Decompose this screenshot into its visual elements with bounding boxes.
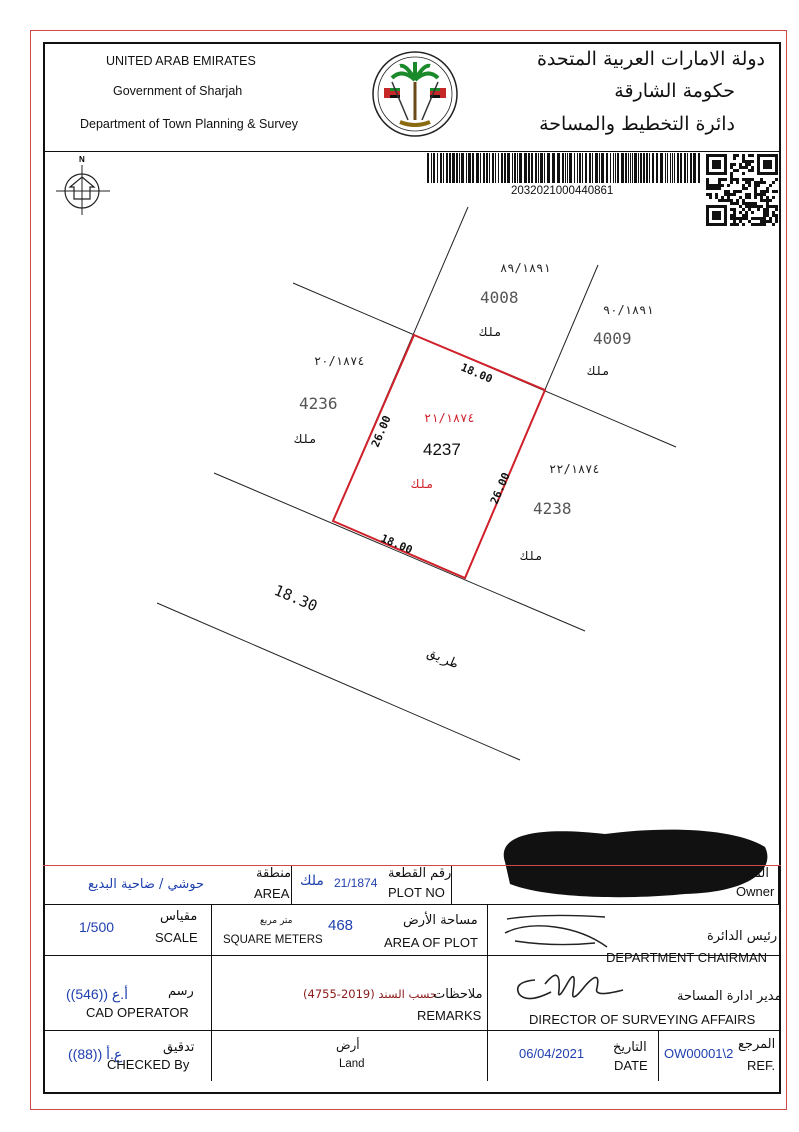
site-plan-map (150, 195, 710, 775)
header-ar-country: دولة الامارات العربية المتحدة (536, 48, 765, 70)
scale-value: 1/500 (79, 919, 115, 935)
ref-label-en: REF. (747, 1058, 776, 1073)
table-col-divider (211, 904, 212, 1031)
date-label-en: DATE (614, 1058, 648, 1073)
remarks-label-en: REMARKS (417, 1008, 482, 1023)
area-of-plot-label-ar: مساحة الأرض (403, 913, 478, 928)
table-col-divider (487, 904, 488, 1081)
remarks-label-ar: ملاحظات (433, 987, 483, 1002)
table-col-divider (778, 866, 779, 904)
ref-value: OW00001\2 (664, 1046, 734, 1061)
land-label-ar: أرض (336, 1038, 360, 1052)
dimension-left: 26.00 (368, 413, 394, 450)
table-row-divider (43, 1030, 781, 1031)
header-ar-department: دائرة التخطيط والمساحة (539, 113, 735, 135)
plot-no-label-en: PLOT NO (388, 885, 445, 900)
north-label: N (79, 155, 85, 164)
cad-operator-label-ar: رسم (168, 984, 194, 999)
table-col-divider (211, 1031, 212, 1081)
barcode (427, 153, 704, 185)
plot-ref-22: ٢٢/١٨٧٤ (549, 462, 600, 476)
checked-by-label-ar: تدقيق (163, 1040, 195, 1055)
header-en-department: Department of Town Planning & Survey (80, 117, 298, 131)
plot-ref-21: ٢١/١٨٧٤ (424, 411, 475, 425)
road-edge-line (157, 603, 520, 760)
road-width: 18.30 (271, 581, 321, 616)
checked-by-label-en: CHECKED By (107, 1057, 190, 1072)
cad-operator-value: أ.ع ((546)) (66, 986, 129, 1002)
owner-label: ملك (295, 432, 317, 446)
table-col-divider (291, 866, 292, 904)
barcode-number: 2032021000440861 (511, 185, 614, 197)
plot-ref-90: ٩٠/١٨٩١ (603, 303, 654, 317)
owner-label-ar: المالك (735, 866, 769, 881)
plot-number-4236: 4236 (299, 394, 338, 413)
owner-label: ملك (521, 549, 543, 563)
scale-label-en: SCALE (155, 930, 198, 945)
north-arrow-icon (54, 155, 114, 217)
area-label-ar: منطقة (256, 866, 292, 881)
remarks-value: حسب السند (2019-4755) (303, 987, 438, 1001)
area-label-en: AREA (254, 886, 290, 901)
land-label-en: Land (339, 1058, 365, 1070)
chairman-signature (495, 907, 615, 952)
cad-operator-label-en: CAD OPERATOR (86, 1005, 189, 1020)
header-divider (43, 151, 781, 152)
director-label-en: DIRECTOR OF SURVEYING AFFAIRS (529, 1012, 756, 1027)
sqm-label-ar: متر مربع (260, 916, 293, 926)
area-value: حوشي / ضاحية البديع (88, 877, 205, 892)
plot-type-value: ملك (300, 873, 324, 889)
owner-label-en: Owner (736, 884, 775, 899)
owner-label: ملك (412, 477, 434, 491)
plot-number-4237: 4237 (423, 440, 461, 459)
plot-ref-89: ٨٩/١٨٩١ (500, 261, 551, 275)
director-signature (505, 962, 625, 1012)
dept-chairman-label-ar: رئيس الدائرة (707, 929, 778, 944)
redacted-owner-name (485, 822, 775, 902)
header-en-country: UNITED ARAB EMIRATES (106, 54, 256, 68)
date-label-ar: التاريخ (613, 1040, 647, 1055)
director-label-ar: مدير ادارة المساحة (677, 989, 782, 1004)
checked-by-value: ع.أ ((88)) (68, 1046, 123, 1062)
area-of-plot-label-en: AREA OF PLOT (384, 935, 478, 950)
plot-no-value: 21/1874 (334, 876, 378, 890)
plot-no-label-ar: رقم القطعة (388, 866, 452, 881)
dimension-top: 18.00 (458, 360, 495, 386)
sqm-label-en: SQUARE METERS (223, 934, 323, 946)
qr-code (706, 154, 778, 226)
owner-label: ملك (480, 325, 502, 339)
road-label: طريق (425, 645, 461, 672)
plot-number-4009: 4009 (593, 329, 632, 348)
date-value: 06/04/2021 (519, 1046, 585, 1061)
area-of-plot-value: 468 (328, 917, 354, 934)
scale-label-ar: مقياس (160, 909, 198, 924)
sharjah-emblem-logo (370, 50, 460, 138)
owner-label: ملك (588, 364, 610, 378)
dimension-bottom: 18.00 (378, 531, 415, 557)
table-col-divider (658, 1031, 659, 1081)
dimension-right: 26.00 (487, 470, 513, 507)
plot-number-4238: 4238 (533, 499, 572, 518)
ref-label-ar: المرجع (738, 1037, 776, 1052)
header-en-government: Government of Sharjah (113, 84, 243, 98)
header-ar-government: حكومة الشارقة (614, 80, 735, 102)
dept-chairman-label-en: DEPARTMENT CHAIRMAN (606, 950, 768, 965)
plot-number-4008: 4008 (480, 288, 519, 307)
plot-ref-20: ٢٠/١٨٧٤ (314, 354, 365, 368)
table-row-divider (43, 904, 781, 905)
